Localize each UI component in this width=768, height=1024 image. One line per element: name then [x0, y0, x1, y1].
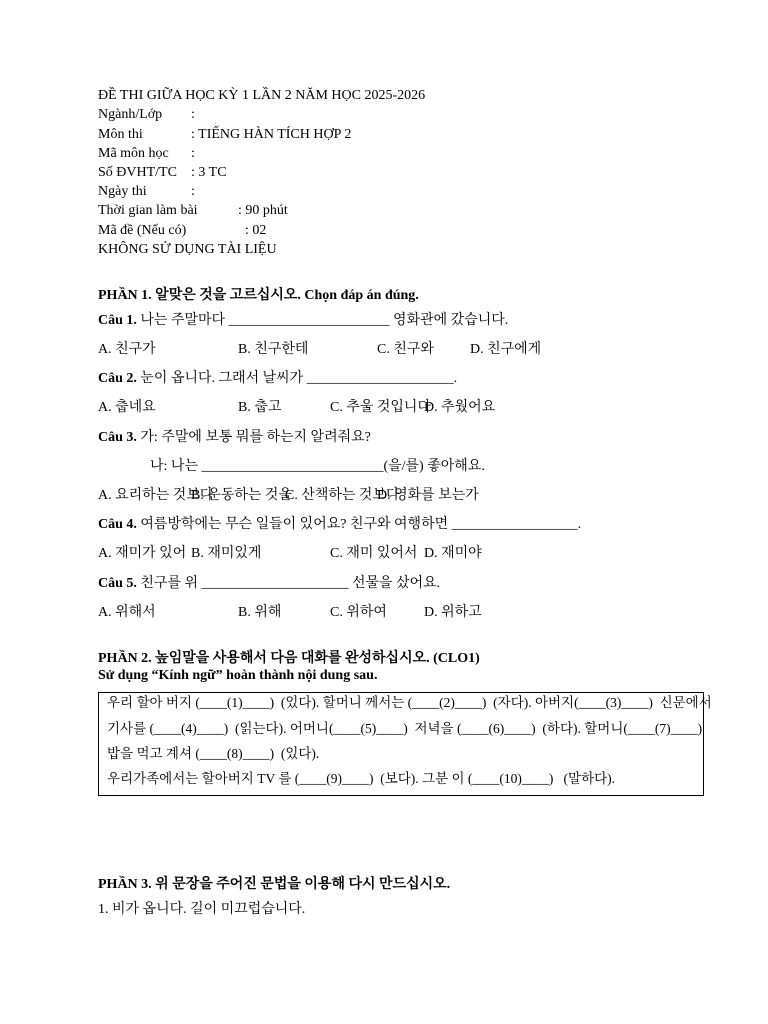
part1-heading [98, 287, 419, 305]
option-a[interactable]: A. 요리하는 것보다 [98, 488, 214, 503]
question-text: 여름방학에는 무슨 일들이 있어요? 친구와 여행하면 __________________. [136, 517, 582, 532]
option-a[interactable]: A. 친구가 [98, 342, 156, 357]
field-label: Thời gian làm bài [98, 203, 198, 218]
option-d[interactable]: D. 재미야 [424, 546, 482, 561]
notice-text: KHÔNG SỬ DỤNG TÀI LIỆU [98, 242, 277, 257]
option-c[interactable]: C. 위하여 [330, 605, 387, 620]
question-text: 친구를 위 _____________________ 선물을 샀어요. [136, 576, 441, 591]
option-b[interactable]: B. 춥고 [238, 400, 282, 415]
field-label: Ngày thi [98, 184, 147, 199]
question-label: Câu 1. [98, 313, 137, 328]
option-d[interactable]: D. 영화를 보는가 [377, 488, 479, 503]
part1-heading-label: PHẦN 1. [98, 288, 152, 303]
field-label: Môn thi [98, 127, 143, 142]
option-b[interactable]: B. 재미있게 [191, 546, 262, 561]
option-b[interactable]: B. 운동하는 것을 [191, 488, 292, 503]
option-a[interactable]: A. 위해서 [98, 605, 156, 620]
field-value: : [191, 107, 195, 122]
part3-heading-label: PHẦN 3. [98, 877, 152, 892]
option-b[interactable]: B. 친구한테 [238, 342, 309, 357]
part2-heading-text: 높임말을 사용해서 다음 대화를 완성하십시오. (CLO1) [151, 651, 480, 666]
field-value: : [191, 146, 195, 161]
option-d[interactable]: D. 위하고 [424, 605, 482, 620]
question-label: Câu 2. [98, 371, 137, 386]
field-label: Số ĐVHT/TC [98, 165, 177, 180]
question-4 [98, 516, 581, 534]
fill-in-line: 우리가족에서는 할아버지 TV 를 (____(9)____) (보다). 그분 이 (____(10)____) (말하다). [107, 771, 616, 786]
option-c[interactable]: C. 친구와 [377, 342, 434, 357]
exam-title: ĐỀ THI GIỮA HỌC KỲ 1 LẦN 2 NĂM HỌC 2025-2026 [98, 88, 426, 103]
part1-heading-text: 알맞은 것을 고르십시오. Chọn đáp án đúng. [151, 288, 419, 303]
field-value: : 90 phút [238, 203, 288, 218]
field-value: : 02 [245, 223, 267, 238]
question-label: Câu 5. [98, 576, 137, 591]
option-c[interactable]: C. 산책하는 것보다 [285, 488, 400, 503]
question-text: 나는 주말마다 _______________________ 영화관에 갔습니다. [136, 313, 509, 328]
part3-heading-text: 위 문장을 주어진 문법을 이용해 다시 만드십시오. [151, 877, 451, 892]
option-d[interactable]: D. 친구에게 [470, 342, 542, 357]
field-label: Mã đề (Nếu có) [98, 223, 187, 238]
option-c[interactable]: C. 재미 있어서 [330, 546, 418, 561]
question-1 [98, 312, 508, 330]
part2-subheading: Sử dụng “Kính ngữ” hoàn thành nội dung sau. [98, 668, 378, 683]
fill-in-line: 밥을 먹고 계셔 (____(8)____) (있다). [107, 746, 320, 761]
fill-in-box [98, 692, 712, 796]
part2-heading [98, 650, 480, 668]
option-a[interactable]: A. 춥네요 [98, 400, 156, 415]
part2-heading-label: PHẦN 2. [98, 651, 152, 666]
question-text: 가: 주말에 보통 뭐를 하는지 알려줘요? [136, 430, 371, 445]
question-2 [98, 370, 457, 388]
part3-heading [98, 876, 450, 894]
field-value: : TIẾNG HÀN TÍCH HỢP 2 [191, 127, 352, 142]
fill-in-line: 기사를 (____(4)____) (읽는다). 어머니(____(5)____) 저녁을 (____(6)____) (하다). 할머니(____(7)____) [107, 721, 703, 736]
question-5 [98, 575, 440, 593]
field-value: : 3 TC [191, 165, 227, 180]
field-value: : [191, 184, 195, 199]
option-d[interactable]: D. 추웠어요 [424, 400, 496, 415]
question-label: Câu 3. [98, 430, 137, 445]
part3-item: 1. 비가 옵니다. 길이 미끄럽습니다. [98, 902, 306, 917]
field-label: Ngành/Lớp [98, 107, 163, 122]
question-answer-line: 나: 나는 __________________________(을/를) 좋아해요. [150, 459, 485, 474]
field-label: Mã môn học [98, 146, 169, 161]
question-label: Câu 4. [98, 517, 137, 532]
option-c[interactable]: C. 추울 것입니다 [330, 400, 431, 415]
fill-in-line: 우리 할아 버지 (____(1)____) (있다). 할머니 께서는 (____(2)____) (자다). 아버지(____(3)____) 신문에서 [107, 695, 712, 710]
question-3 [98, 429, 371, 447]
option-a[interactable]: A. 재미가 있어 [98, 546, 187, 561]
option-b[interactable]: B. 위해 [238, 605, 282, 620]
question-text: 눈이 옵니다. 그래서 날씨가 _____________________. [136, 371, 458, 386]
